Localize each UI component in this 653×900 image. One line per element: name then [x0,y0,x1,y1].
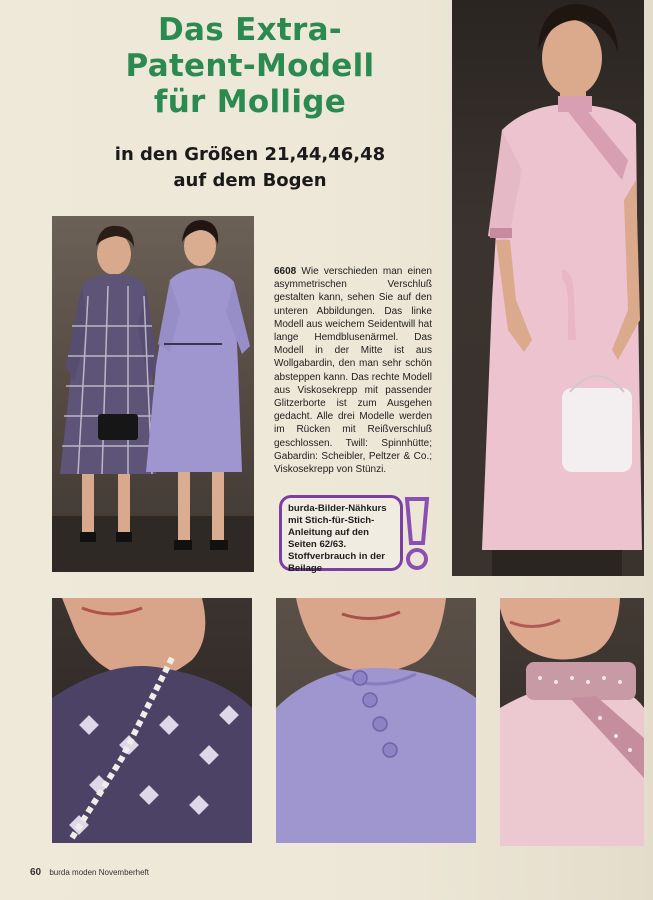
article-text [274,265,432,476]
article-body: Wie verschieden man einen asymmetrischen Verschluß gestalten kann, sehen Sie auf den unteren Abbildungen. Das linke Modell aus weichem Seidentwill hat lange Hemdblusenärmel. Das Modell in der Mitte ist aus Wollgabardin, den man sehr schön absteppen kann. Das rechte Modell aus Viskosekrepp mit passender Glitzerborte ist zum Ausgehen gedacht. Alle drei Modelle werden im Rücken mit Reißverschluß geschlossen. Twill: Spinnhütte; Gabardin: Scheibler, Peltzer & Co.; Viskosekrepp von Stünzi. [274,266,432,476]
headline [100,12,400,120]
magazine-name: burda moden [49,868,97,877]
callout-text: burda-Bilder-Nähkurs mit Stich-für-Stich-Anleitung auf den Seiten 62/63. Stoffverbrauch in der Beilage [288,503,387,574]
headline-line-1: Das Extra- [158,12,342,48]
lilac-dress-detail [276,598,476,843]
subheadline-line-2: auf dem Bogen [173,170,327,191]
issue-name: Novemberheft [98,868,149,877]
headline-line-3: für Mollige [153,84,347,120]
two-models-illustration [52,216,254,572]
detail-photo-print-dress [52,598,252,843]
pink-dress-illustration [452,0,644,576]
exclamation-icon [404,497,430,573]
photo-pink-dress-model [452,0,644,576]
detail-photo-lilac-dress [276,598,476,843]
headline-line-2: Patent-Modell [125,48,375,84]
page-footer [30,867,149,878]
sewing-course-callout [279,495,403,574]
page-number: 60 [30,867,42,878]
photo-two-models [52,216,254,572]
subheadline-line-1: in den Größen 21,44,46,48 [114,144,386,165]
detail-photo-pink-dress [500,598,644,846]
model-number: 6608 [274,266,297,277]
subheadline [70,142,430,194]
print-dress-detail [52,598,252,843]
pink-dress-detail [500,598,644,846]
